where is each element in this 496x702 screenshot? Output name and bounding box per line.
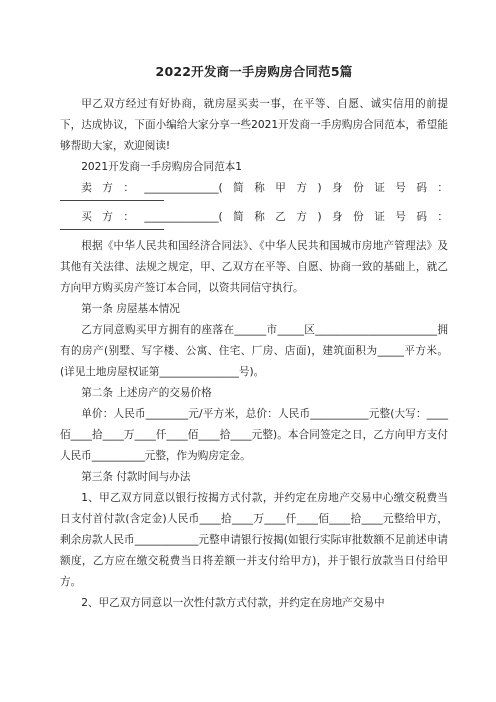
intro-paragraph: 甲乙双方经过有好协商，就房屋买卖一事，在平等、自愿、诚实信用的前提下，达成协议，下面小编给大家分享一些2021开发商一手房购房合同范本，希望能够帮助大家，欢迎阅读! (60, 98, 448, 152)
article-1-body: 乙方同意购买甲方拥有的座落在______市_____区_______________________拥有的房产(别墅、写字楼、公寓、住宅、厂房、店面)，建筑面积为_____平方米。(详见土地房屋权证第_______________号)。 (60, 324, 448, 378)
article-3-title: 第三条 付款时间与办法 (81, 471, 191, 483)
buyer-id-blank (60, 228, 164, 230)
buyer-line: 买方：______________(简称乙方)身份证号码： (81, 211, 448, 223)
contract-subtitle: 2021开发商一手房购房合同范本1 (81, 161, 243, 173)
article-3-clause-1: 1、甲乙双方同意以银行按揭方式付款，并约定在房地产交易中心缴交税费当日支付首付款(含定金)人民币____拾____万____仟____佰____拾____元整给甲方，剩余房款人民币____________元整申请银行按揭(如银行实际审批数额不足前述申请额度，乙方应在缴交税费当日将差额一并支付给甲方)，并于银行放款当日付给甲方。 (60, 492, 448, 588)
seller-line: 卖方：______________(简称甲方)身份证号码： (81, 182, 448, 194)
article-1-title: 第一条 房屋基本情况 (81, 303, 180, 315)
article-3-clause-2: 2、甲乙双方同意以一次性付款方式付款，并约定在房地产交易中 (81, 597, 385, 609)
article-2-body: 单价：人民币________元/平方米，总价：人民币___________元整(大写：____佰____拾____万____仟____佰____拾____元整)。本合同签定之日，乙方向甲方支付人民币__________元整，作为购房定金。 (60, 408, 448, 462)
basis-paragraph: 根据《中华人民共和国经济合同法》、《中华人民共和国城市房地产管理法》及其他有关法律、法规之规定，甲、乙双方在平等、自愿、协商一致的基础上，就乙方向甲方购买房产签订本合同，以资共同信守执行。 (60, 240, 448, 294)
document-title: 2022开发商一手房购房合同范5篇 (155, 64, 353, 79)
article-2-title: 第二条 上述房产的交易价格 (81, 387, 212, 399)
seller-id-blank (60, 199, 164, 201)
